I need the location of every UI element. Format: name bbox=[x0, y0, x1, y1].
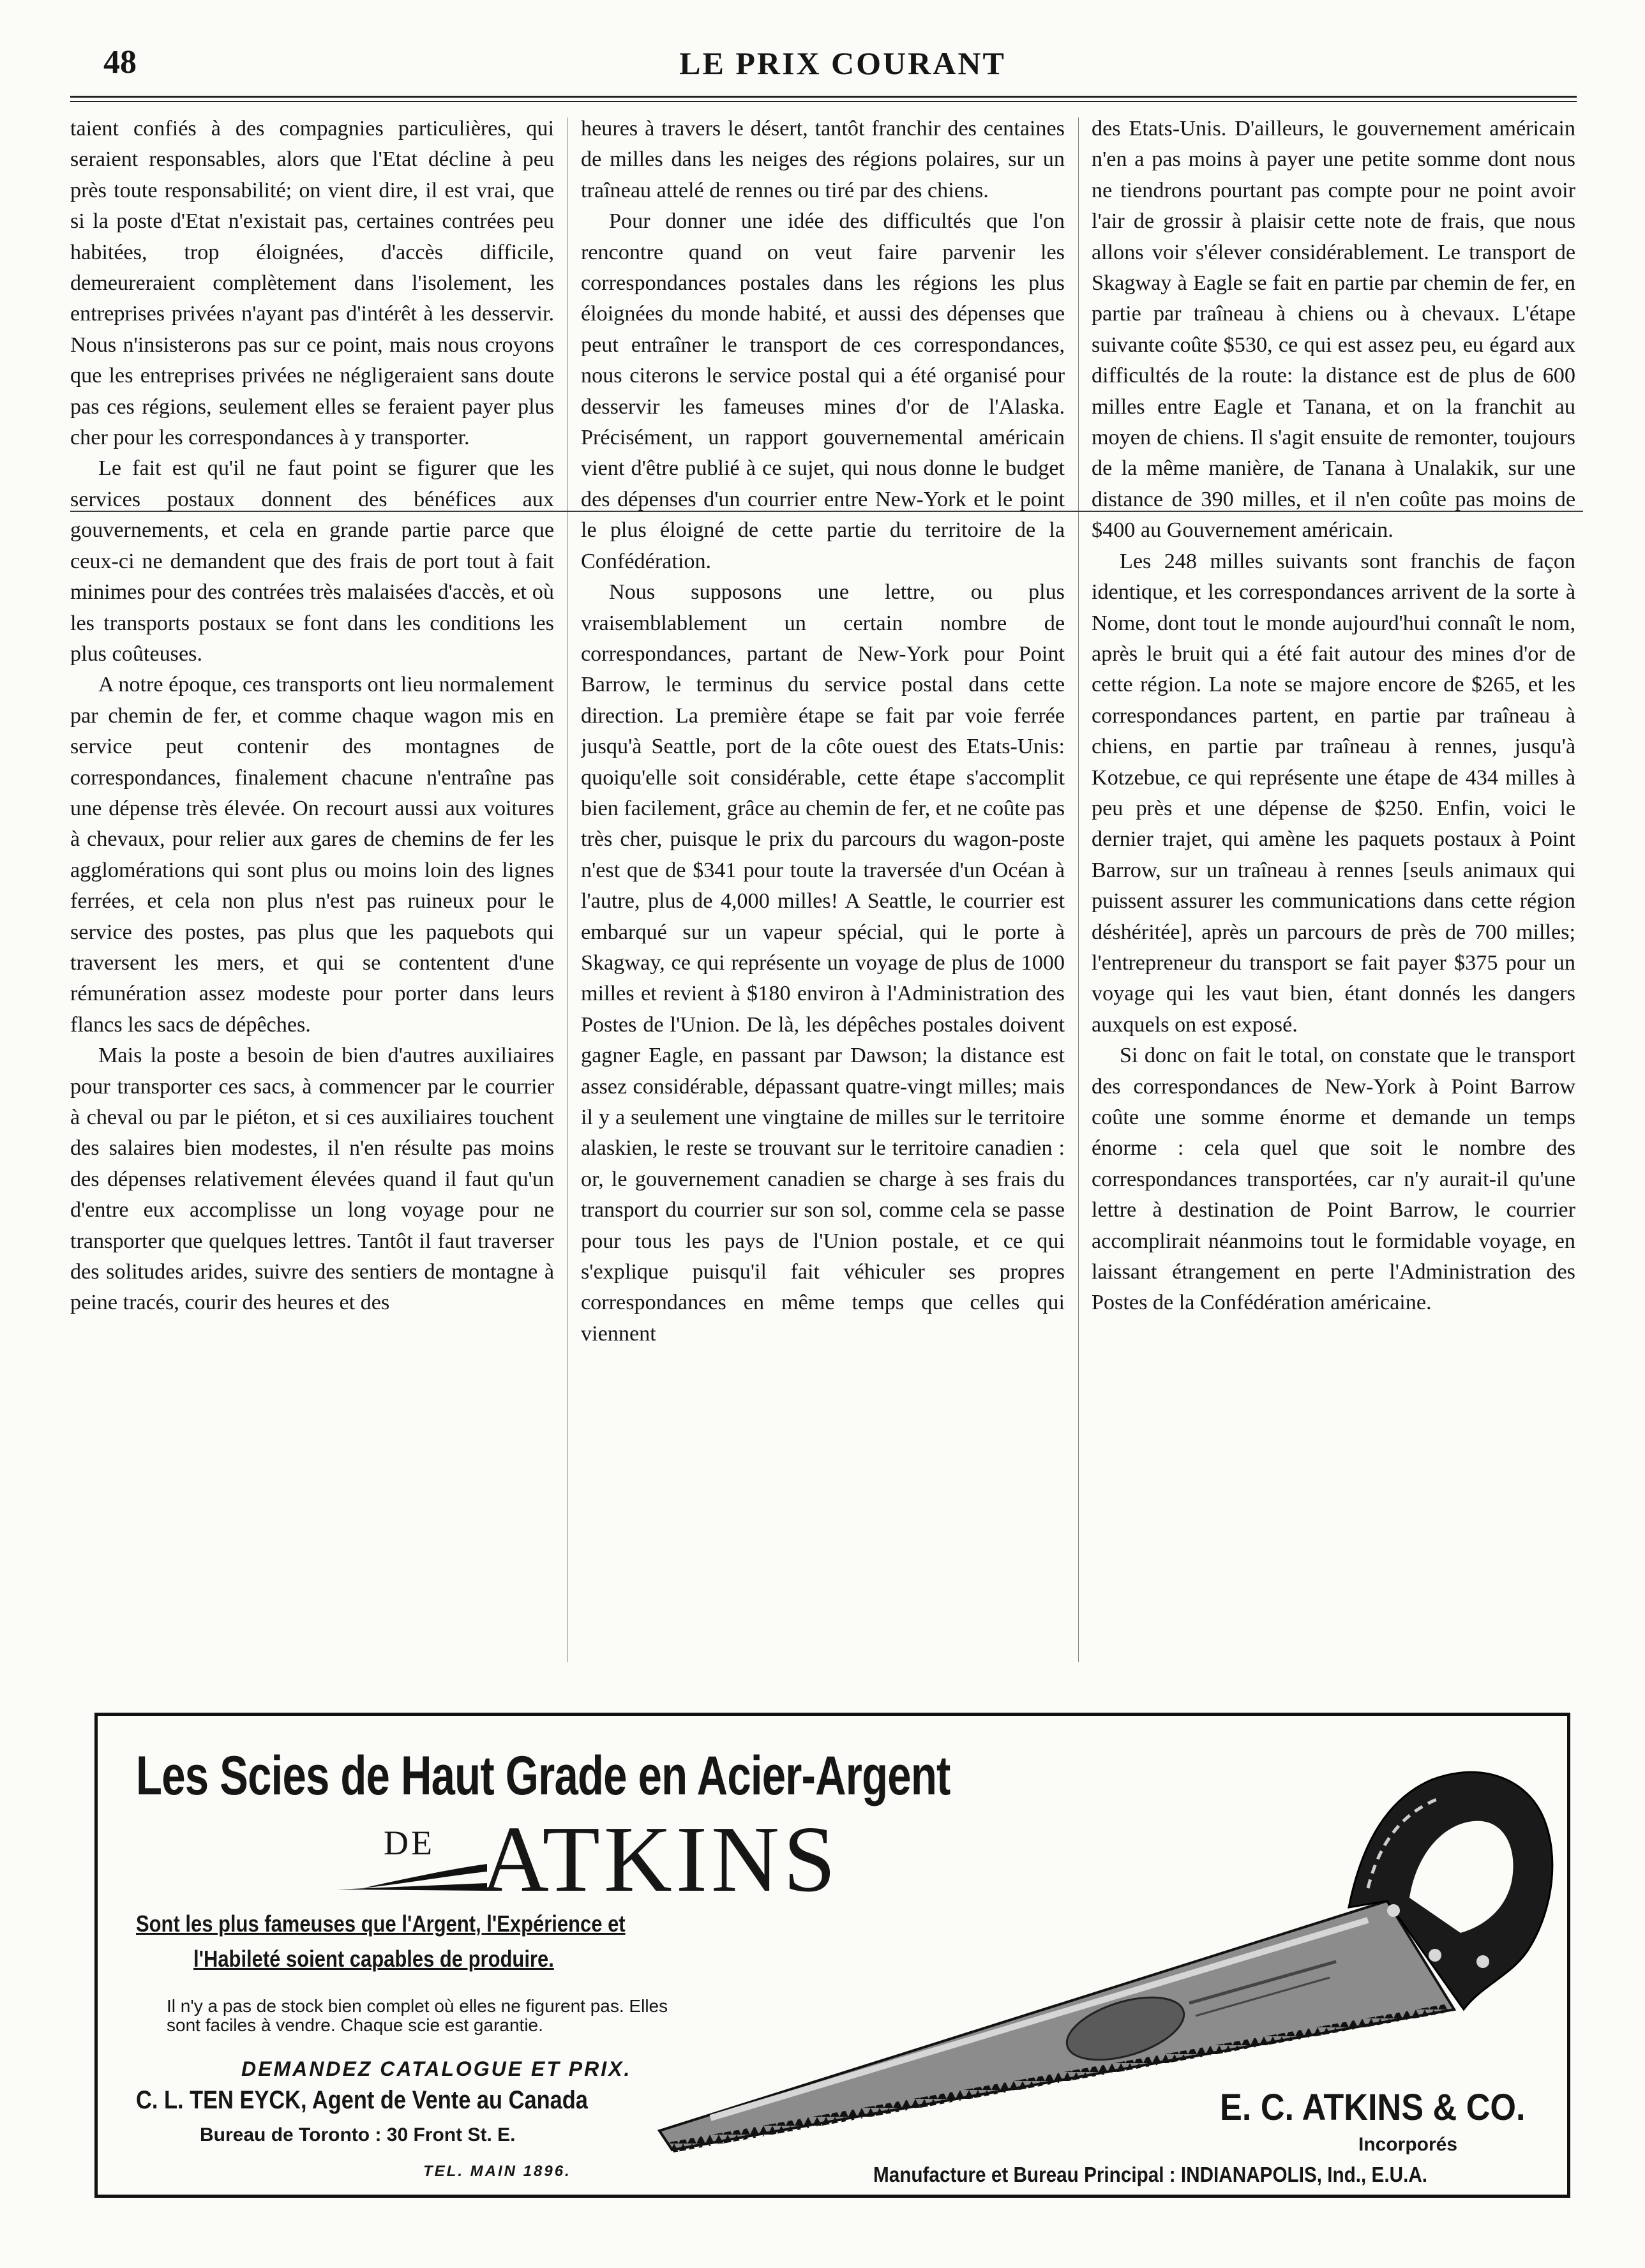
paragraph: Nous supposons une lettre, ou plus vraisemblablement un certain nombre de correspondances, partant de New-York pour Point Barrow, le terminus du service postal dans cette direction. La première étape se fait par voie ferrée jusqu'à Seattle, port de la côte ouest des Etats-Unis: quoiqu'elle soit considérable, cette étape s'accomplit bien facilement, grâce au chemin de fer, et ne coûte pas très cher, puisque le prix du parcours du wagon-poste n'est que de $341 pour toute la traversée d'un Océan à l'autre, plus de 4,000 milles! A Seattle, le courrier est embarqué sur un vapeur spécial, qui le porte à Skagway, ce qui représente un voyage de plus de 1000 milles et revient à $180 environ à l'Administration des Postes de l'Union. De là, les dépêches postales doivent gagner Eagle, en passant par Dawson; la distance est assez considérable, dépassant quatre-vingt milles; mais il y a seulement une vingtaine de milles sur le territoire alaskien, le reste se trouvant sur le territoire canadien : or, le gouvernement canadien se charge à ses frais du transport du courrier sur son sol, comme cela se passe pour tous les pays de l'Union postale, et ce qui s'explique puisqu'il fait véhiculer ses propres correspondances en même temps que celles qui viennent bbox=[581, 580, 1065, 1346]
column-divider bbox=[567, 117, 568, 1662]
text-column-3 bbox=[1092, 114, 1575, 1671]
brand-swoosh-icon bbox=[337, 1864, 487, 1891]
header-rule-thin bbox=[70, 101, 1577, 102]
page-number: 48 bbox=[103, 44, 137, 80]
text-column-2 bbox=[581, 114, 1065, 1671]
paragraph: Les 248 milles suivants sont franchis de façon identique, et les correspondances arrivent de la sorte à Nome, dont tout le monde aujourd'hui connaît le nom, après le bruit qui a été fait autour des mines d'or de cette région. La note se majore encore de $265, et les correspondances partent, en partie par traîneau à chiens, en partie par traîneau à rennes, jusqu'à Kotzebue, ce qui représente une étape de 434 milles à peu près et une dépense de $250. Enfin, voici le dernier trajet, qui amène les paquets postaux à Point Barrow, sur un traîneau à rennes [seuls animaux qui puissent assurer les communications dans cette région déshéritée], après un parcours de près de 700 milles; l'entrepreneur du transport se fait payer $375 pour un voyage qui les vaut bien, étant donnés les dangers auxquels on est exposé. bbox=[1092, 549, 1575, 1037]
ad-office-address: Bureau de Toronto : 30 Front St. E. bbox=[200, 2124, 516, 2145]
ad-agent: C. L. TEN EYCK, Agent de Vente au Canada bbox=[136, 2086, 588, 2114]
ad-incorporated: Incorporés bbox=[1358, 2134, 1458, 2155]
ad-tagline: l'Habileté soient capables de produire. bbox=[193, 1946, 554, 1972]
ad-brand-prefix: DE bbox=[384, 1824, 435, 1862]
column-divider bbox=[1078, 117, 1079, 1662]
paragraph: A notre époque, ces transports ont lieu normalement par chemin de fer, et comme chaque wagon mis en service peut contenir des montagnes de correspondances, finalement chacune n'entraîne pas une dépense très élevée. On recourt aussi aux voitures à chevaux, pour relier aux gares de chemins de fer les agglomérations qui sont plus ou moins loin des lignes ferrées, et cela non plus n'est pas ruineux pour le service des postes, pas plus que les paquebots qui traversent les mers, et qui se contentent d'une rémunération assez modeste pour porter dans leurs flancs les sacs de dépêches. bbox=[70, 673, 554, 1037]
ad-tagline: Sont les plus fameuses que l'Argent, l'Expérience et bbox=[136, 1911, 626, 1937]
paragraph: Mais la poste a besoin de bien d'autres auxiliaires pour transporter ces sacs, à commencer par le courrier à cheval ou par le piéton, et si ces auxiliaires touchent des salaires bien modestes, il n'en résulte pas moins des dépenses relativement élevées quand il faut qu'un d'entre eux accomplisse un long voyage pour ne transporter que quelques lettres. Tantôt il faut traverser des solitudes arides, suivre des sentiers de montagne à peine tracés, courir des heures et des bbox=[70, 1044, 554, 1315]
paragraph: heures à travers le désert, tantôt franchir des centaines de milles dans les neiges des régions polaires, sur un traîneau attelé de rennes ou tiré par des chiens. bbox=[581, 117, 1065, 202]
ad-call-to-action: DEMANDEZ CATALOGUE ET PRIX. bbox=[241, 2057, 632, 2080]
header-rule bbox=[70, 96, 1577, 98]
paragraph: Si donc on fait le total, on constate que le transport des correspondances de New-York à Point Barrow coûte une somme énorme et demande un temps énorme : cela quel que soit le nombre des correspondances transportées, car n'y aurait-il qu'une lettre à destination de Point Barrow, le courrier accomplirait néanmoins tout le formidable voyage, en laissant étrangement en perte l'Administration des Postes de la Confédération américaine. bbox=[1092, 1044, 1575, 1315]
running-title: LE PRIX COURANT bbox=[679, 45, 1006, 81]
article-body bbox=[70, 114, 1583, 1671]
paragraph: Le fait est qu'il ne faut point se figurer que les services postaux donnent des bénéfices aux gouvernements, et cela en grande partie parce que ceux-ci ne demandent que des frais de port tout à fait minimes pour des contrées très malaisées d'accès, et où les transports postaux se font dans les conditions les plus coûteuses. bbox=[70, 456, 554, 666]
ad-company: E. C. ATKINS & CO. bbox=[1220, 2087, 1526, 2128]
paragraph: Pour donner une idée des difficultés que l'on rencontre quand on veut faire parvenir les correspondances postales dans les régions les plus éloignées du monde habité, et aussi des dépenses que peut entraîner le transport de ces correspondances, nous citerons le service postal qui a été organisé pour desservir les fameuses mines d'or de l'Alaska. Précisément, un rapport gouvernemental américain vient d'être publié à ce sujet, qui nous donne le budget des dépenses d'un courrier entre New-York et le point le plus éloigné de cette partie du territoire de la Confédération. bbox=[581, 209, 1065, 573]
text-column-1 bbox=[70, 114, 554, 1671]
paragraph: des Etats-Unis. D'ailleurs, le gouvernement américain n'en a pas moins à payer une petite somme dont nous ne tiendrons pourtant pas compte pour ne point avoir l'air de grossir à plaisir cette note de frais, que nous allons voir s'élever considérablement. Le transport de Skagway à Eagle se fait en partie par chemin de fer, en partie par traîneau à chiens ou à chevaux. L'étape suivante coûte $530, ce qui est assez peu, eu égard aux difficultés de la route: la distance est de plus de 600 milles entre Eagle et Tanana, et on la franchit au moyen de chiens. Il s'agit ensuite de remonter, toujours de la même manière, de Tanana à Unalakik, sur une distance de 390 milles, et il n'en coûte pas moins de $400 au Gouvernement américain. bbox=[1092, 117, 1575, 543]
hand-saw-icon bbox=[634, 1741, 1570, 2198]
ad-stock-note: Il n'y a pas de stock bien complet où elles ne figurent pas. Elles sont faciles à vendre. Chaque scie est garantie. bbox=[167, 1996, 668, 2035]
ad-telephone: TEL. MAIN 1896. bbox=[423, 2163, 571, 2180]
ad-brand: ATKINS bbox=[481, 1807, 840, 1912]
ad-factory-address: Manufacture et Bureau Principal : INDIANAPOLIS, Ind., E.U.A. bbox=[873, 2163, 1428, 2186]
ad-headline: Les Scies de Haut Grade en Acier-Argent bbox=[136, 1745, 950, 1806]
page-header bbox=[96, 38, 1589, 83]
paragraph: taient confiés à des compagnies particulières, qui seraient responsables, alors que l'Etat décline à peu près toute responsabilité; on vient dire, il est vrai, que si la poste d'Etat n'existait pas, certaines contrées peu habitées, trop éloignées, d'accès difficile, demeureraient complètement dans l'isolement, les entreprises privées n'ayant pas d'intérêt à les desservir. Nous n'insisterons pas sur ce point, mais nous croyons que les entreprises privées ne négligeraient sans doute pas ces régions, seulement elles se feraient payer plus cher pour les correspondances à y transporter. bbox=[70, 117, 554, 450]
atkins-saw-advertisement bbox=[94, 1713, 1570, 2198]
paper-fold-line bbox=[70, 511, 1583, 512]
